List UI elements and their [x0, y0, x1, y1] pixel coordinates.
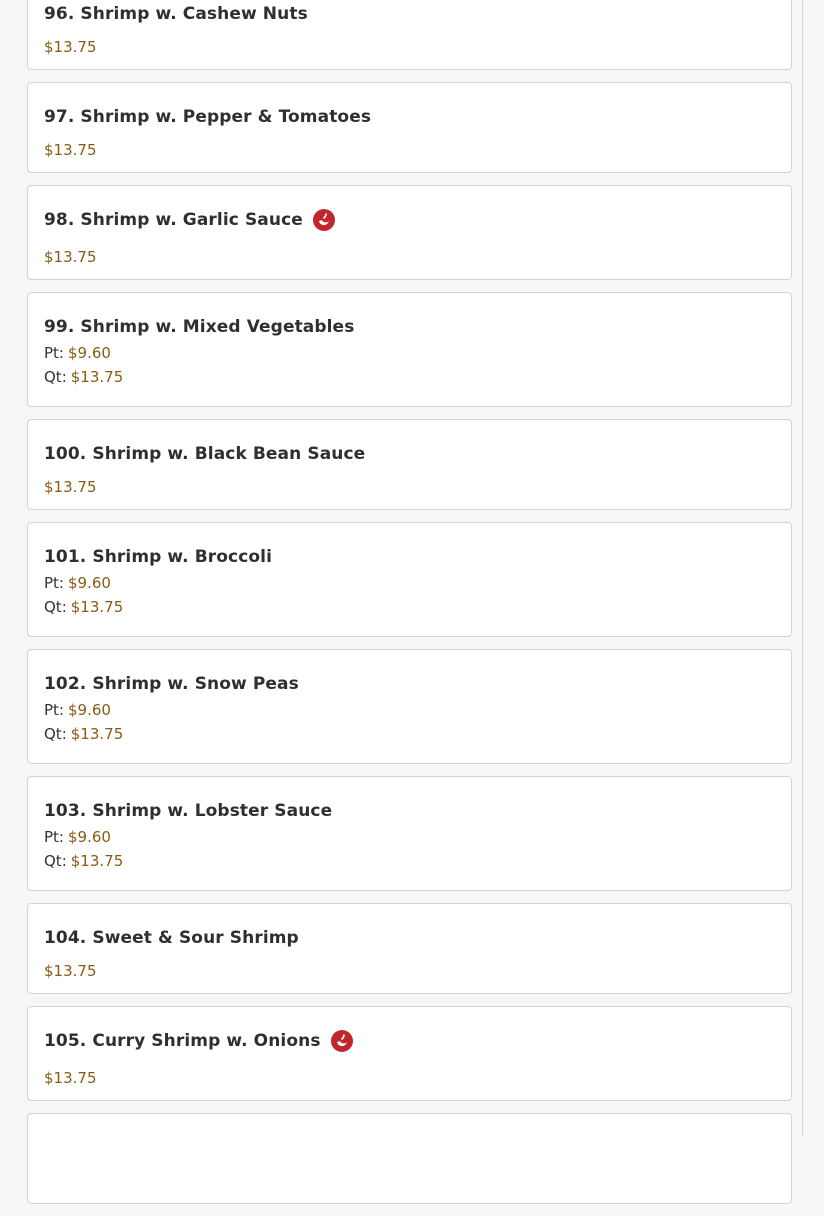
menu-item-card[interactable] [27, 649, 792, 764]
menu-item-card[interactable] [27, 185, 792, 280]
menu-item-name: 98. Shrimp w. Garlic Sauce [44, 210, 303, 230]
menu-item-card[interactable] [27, 292, 792, 407]
menu-item-title-row [44, 206, 775, 234]
price-amount: $13.75 [44, 248, 97, 266]
menu-item-title-row [44, 0, 775, 28]
pint-price [44, 698, 775, 722]
price-amount: $13.75 [44, 962, 97, 980]
pint-price [44, 571, 775, 595]
price-amount: $13.75 [44, 478, 97, 496]
menu-item-title-row [44, 103, 775, 131]
price-amount: $13.75 [44, 1069, 97, 1087]
menu-item-price [44, 1066, 775, 1090]
menu-item-card[interactable] [27, 522, 792, 637]
menu-item-name: 104. Sweet & Sour Shrimp [44, 928, 299, 948]
menu-item-price [44, 245, 775, 269]
menu-item-title-row [44, 313, 775, 341]
chili-pepper-icon [330, 1029, 354, 1053]
menu-item-price [44, 35, 775, 59]
price-amount: $13.75 [70, 368, 124, 386]
menu-item-title-row [44, 924, 775, 952]
menu-item-card[interactable] [27, 1006, 792, 1101]
price-amount: $9.60 [67, 828, 111, 846]
price-amount: $9.60 [67, 574, 111, 592]
menu-item-card[interactable] [27, 0, 792, 70]
quart-label: Qt: [44, 852, 67, 870]
menu-item-card[interactable] [27, 903, 792, 994]
menu-item-title-row [44, 797, 775, 825]
quart-price [44, 595, 775, 619]
menu-item-title-row [44, 670, 775, 698]
menu-item-name: 100. Shrimp w. Black Bean Sauce [44, 444, 366, 464]
quart-label: Qt: [44, 725, 67, 743]
menu-item-card[interactable] [27, 82, 792, 173]
price-amount: $13.75 [44, 141, 97, 159]
menu-item-name: 102. Shrimp w. Snow Peas [44, 674, 299, 694]
price-amount: $13.75 [70, 725, 124, 743]
quart-label: Qt: [44, 368, 67, 386]
quart-price [44, 365, 775, 389]
quart-price [44, 849, 775, 873]
price-amount: $13.75 [44, 38, 97, 56]
menu-item-name: 101. Shrimp w. Broccoli [44, 547, 273, 567]
pint-price [44, 341, 775, 365]
menu-item-card-partial[interactable] [27, 1113, 792, 1204]
pint-label: Pt: [44, 344, 64, 362]
menu-item-list [27, 0, 792, 1216]
price-amount: $13.75 [70, 598, 124, 616]
menu-item-name: 97. Shrimp w. Pepper & Tomatoes [44, 107, 372, 127]
menu-item-price [44, 475, 775, 499]
menu-item-name: 96. Shrimp w. Cashew Nuts [44, 4, 308, 24]
pint-label: Pt: [44, 828, 64, 846]
menu-item-title-row [44, 440, 775, 468]
price-amount: $9.60 [67, 701, 111, 719]
menu-item-title-row [44, 1027, 775, 1055]
menu-item-title-row [44, 543, 775, 571]
pint-label: Pt: [44, 574, 64, 592]
quart-price [44, 722, 775, 746]
menu-item-name: 103. Shrimp w. Lobster Sauce [44, 801, 333, 821]
pint-price [44, 825, 775, 849]
chili-pepper-icon [312, 208, 336, 232]
menu-item-card[interactable] [27, 419, 792, 510]
menu-item-card[interactable] [27, 776, 792, 891]
price-amount: $13.75 [70, 852, 124, 870]
menu-item-price [44, 138, 775, 162]
price-amount: $9.60 [67, 344, 111, 362]
quart-label: Qt: [44, 598, 67, 616]
menu-item-price [44, 959, 775, 983]
menu-item-name: 99. Shrimp w. Mixed Vegetables [44, 317, 355, 337]
menu-item-name: 105. Curry Shrimp w. Onions [44, 1031, 321, 1051]
pint-label: Pt: [44, 701, 64, 719]
